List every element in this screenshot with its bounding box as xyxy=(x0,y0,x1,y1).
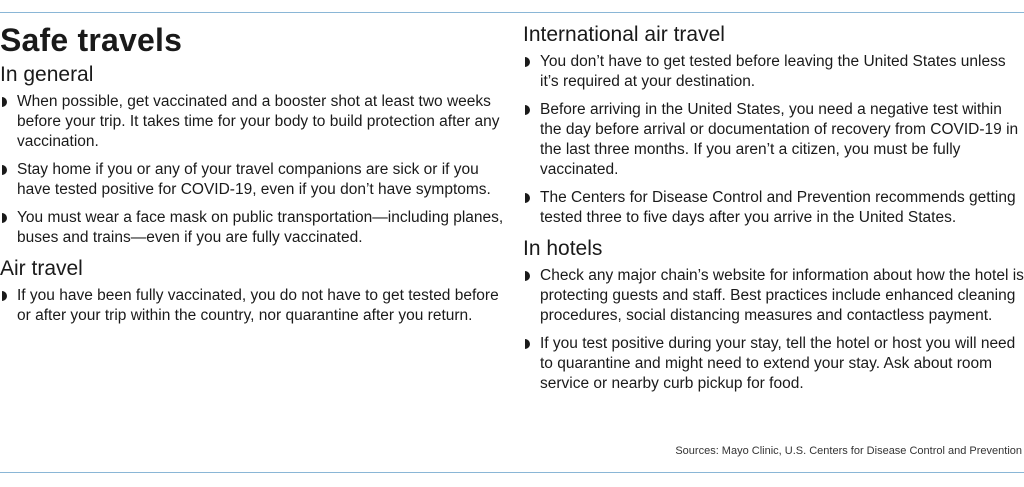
bullet-icon xyxy=(2,291,7,301)
list-item xyxy=(0,286,505,326)
list-item-text: When possible, get vaccinated and a booster shot at least two weeks before your trip. It takes time for your body to build protection after any vaccination. xyxy=(17,93,500,150)
list-item-text: Check any major chain’s website for information about how the hotel is protecting guests and staff. Best practices include enhanced cleaning procedures, social distancing measures and contactless payment. xyxy=(540,267,1024,324)
bullet-icon xyxy=(2,97,7,107)
list-item xyxy=(0,208,505,248)
bullet-icon xyxy=(525,57,530,67)
list-item xyxy=(523,100,1024,180)
section-international-air-travel xyxy=(523,22,1024,228)
section-heading: International air travel xyxy=(523,23,725,46)
list-item-text: You must wear a face mask on public transportation—including planes, buses and trains—even if you are fully vaccinated. xyxy=(17,209,504,246)
page-title: Safe travels xyxy=(0,22,183,58)
list-item xyxy=(523,334,1024,394)
top-rule xyxy=(0,12,1024,13)
bullet-icon xyxy=(525,105,530,115)
list-item xyxy=(523,266,1024,326)
list-item xyxy=(0,160,505,200)
list-item-text: If you have been fully vaccinated, you do not have to get tested before or after your trip within the country, nor quarantine after you return. xyxy=(17,287,499,324)
list-item-text: If you test positive during your stay, tell the hotel or host you will need to quarantine and might need to extend your stay. Ask about room service or nearby curb pickup for food. xyxy=(540,335,1016,392)
right-column xyxy=(523,22,1024,402)
section-heading: In general xyxy=(0,63,94,86)
section-heading: In hotels xyxy=(523,237,603,260)
list-item-text: Stay home if you or any of your travel companions are sick or if you have tested positive for COVID-19, even if you don’t have symptoms. xyxy=(17,161,491,198)
list-item-text: You don’t have to get tested before leaving the United States unless it’s required at your destination. xyxy=(540,53,1006,90)
bottom-rule xyxy=(0,472,1024,473)
bullet-icon xyxy=(525,193,530,203)
bullet-list xyxy=(0,92,505,248)
list-item xyxy=(0,92,505,152)
bullet-list xyxy=(523,52,1024,228)
section-heading: Air travel xyxy=(0,257,83,280)
list-item-text: The Centers for Disease Control and Prevention recommends getting tested three to five days after you arrive in the United States. xyxy=(540,189,1016,226)
section-in-general xyxy=(0,62,505,248)
bullet-icon xyxy=(525,339,530,349)
bullet-icon xyxy=(2,213,7,223)
sources-credit: Sources: Mayo Clinic, U.S. Centers for Disease Control and Prevention xyxy=(675,445,1022,457)
bullet-list xyxy=(523,266,1024,394)
list-item xyxy=(523,188,1024,228)
list-item-text: Before arriving in the United States, you need a negative test within the day before arrival or documentation of recovery from COVID-19 in the last three months. If you aren’t a citizen, you must be fully vaccinated. xyxy=(540,101,1019,178)
section-in-hotels xyxy=(523,236,1024,394)
bullet-list xyxy=(0,286,505,326)
bullet-icon xyxy=(525,271,530,281)
list-item xyxy=(523,52,1024,92)
left-column xyxy=(0,20,505,334)
bullet-icon xyxy=(2,165,7,175)
section-air-travel xyxy=(0,256,505,326)
